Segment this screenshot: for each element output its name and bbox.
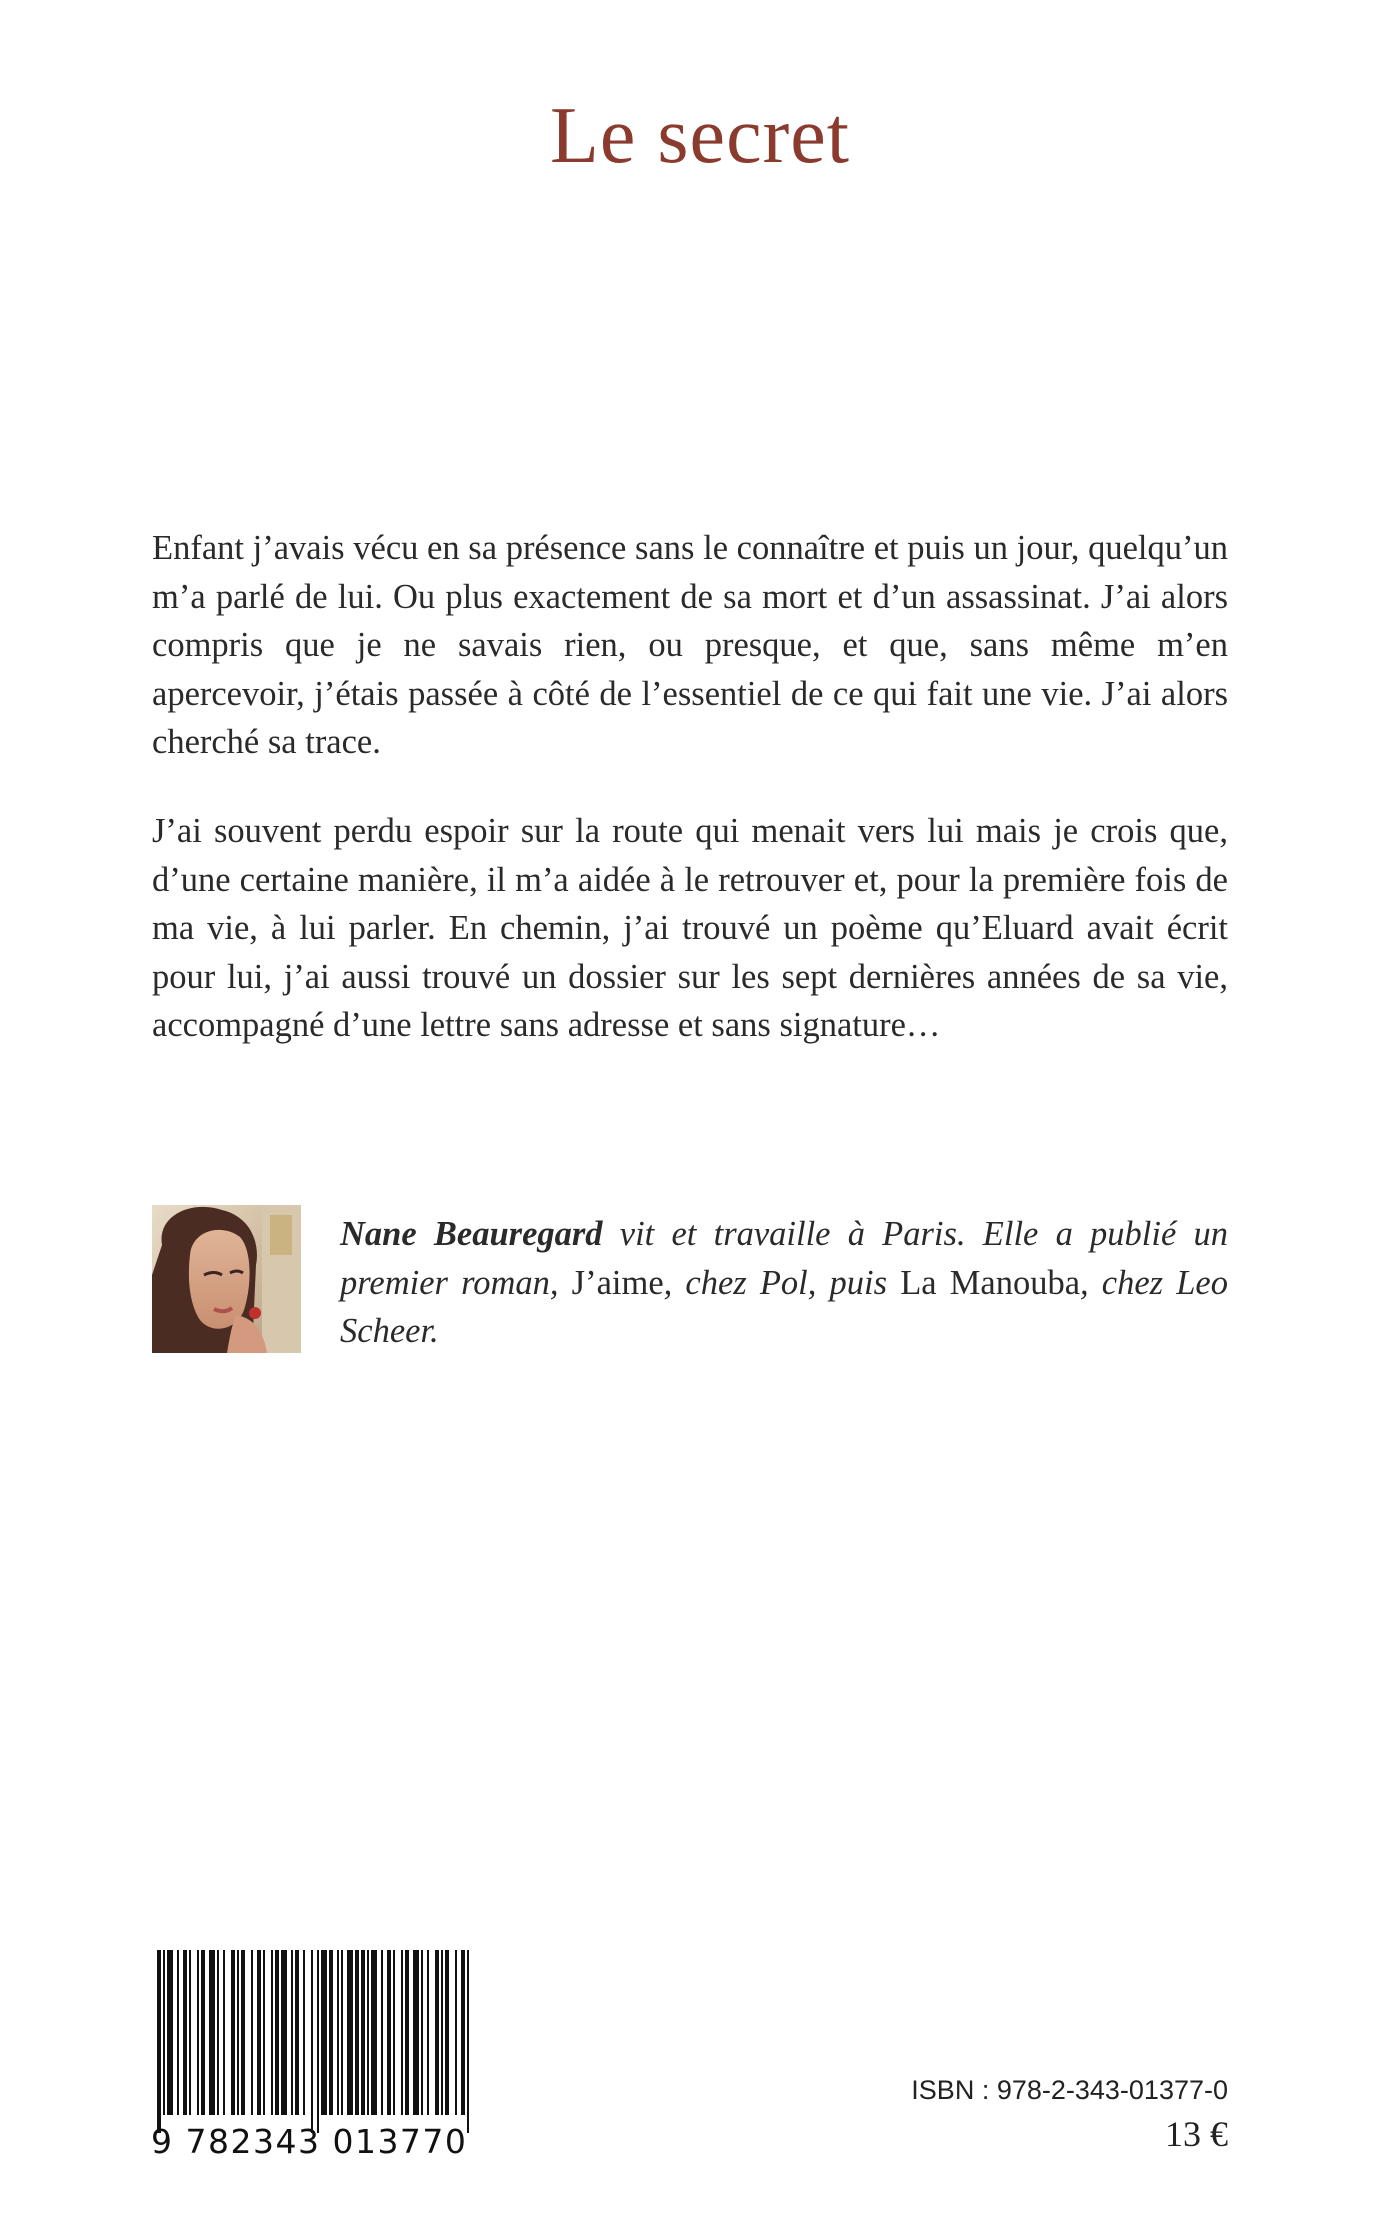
barcode-bar xyxy=(163,1950,165,2115)
barcode-bar xyxy=(435,1950,439,2115)
barcode-bar xyxy=(209,1950,215,2115)
barcode-bar xyxy=(223,1950,225,2115)
book-title: Le secret xyxy=(550,92,850,180)
barcode-bar xyxy=(183,1950,187,2115)
barcode-bar xyxy=(231,1950,235,2115)
barcode-bar xyxy=(341,1950,343,2115)
barcode-bar xyxy=(347,1950,353,2115)
barcode-bar xyxy=(167,1950,173,2115)
author-photo xyxy=(152,1205,301,1353)
barcode-bar xyxy=(311,1950,313,2133)
barcode-bar xyxy=(291,1950,293,2115)
barcode-bar xyxy=(467,1950,469,2133)
barcode-bar xyxy=(201,1950,205,2115)
barcode-bar xyxy=(455,1950,457,2115)
barcode-bar xyxy=(405,1950,409,2115)
barcode-bar xyxy=(413,1950,419,2115)
barcode-bar xyxy=(381,1950,383,2115)
barcode-bar xyxy=(197,1950,199,2115)
price-label: 13 € xyxy=(1165,2114,1228,2154)
barcode-bar xyxy=(461,1950,465,2115)
barcode-bar xyxy=(189,1950,191,2115)
author-name: Nane Beauregard xyxy=(340,1215,603,1253)
barcode-bar xyxy=(281,1950,287,2115)
barcode-bar xyxy=(257,1950,261,2115)
barcode-bar xyxy=(337,1950,339,2115)
barcode-bar xyxy=(317,1950,319,2133)
barcode-bar xyxy=(157,1950,161,2133)
barcode-bar xyxy=(275,1950,279,2115)
barcode-bar xyxy=(263,1950,265,2115)
barcode-digits: 9 782343 013770 xyxy=(151,2122,468,2161)
barcode xyxy=(151,1950,478,2140)
bio-text-3: , chez Leo Scheer. xyxy=(340,1263,1228,1350)
author-bio xyxy=(340,1210,1228,1356)
barcode-bar xyxy=(371,1950,377,2115)
barcode-bar xyxy=(393,1950,395,2115)
barcode-bar xyxy=(441,1950,443,2115)
barcode-bar xyxy=(177,1950,179,2115)
barcode-bar xyxy=(387,1950,391,2115)
barcode-bar xyxy=(321,1950,327,2115)
barcode-bar xyxy=(445,1950,449,2115)
barcode-bar xyxy=(401,1950,403,2115)
bio-book-1: J’aime xyxy=(571,1263,664,1302)
bio-text-2: , chez Pol, puis xyxy=(663,1263,901,1302)
blurb-paragraph-2: J’ai souvent perdu espoir sur la route qui menait vers lui mais je crois que, d’une certaine manière, il m’a aidée à le retrouver et, pour la première fois de ma vie, à lui parler. En chemin, j’ai trouvé un poème qu’Eluard avait écrit pour lui, j’ai aussi trouvé un dossier sur les sept dernières années de sa vie, accompagné d’une lettre sans adresse et sans signature… xyxy=(152,812,1228,1044)
barcode-bar xyxy=(361,1950,365,2115)
barcode-bar xyxy=(217,1950,219,2115)
bio-text-1: vit et travaille à Paris. Elle a publié un premier roman, xyxy=(340,1215,1228,1302)
barcode-bar xyxy=(427,1950,429,2115)
blurb-paragraph-1: Enfant j’avais vécu en sa présence sans le connaître et puis un jour, quelqu’un m’a parlé de lui. Ou plus exactement de sa mort et d’un assassinat. J’ai alors compris que je ne savais rien, ou presque, et que, sans même m’en apercevoir, j’étais passée à côté de l’essentiel de ce qui fait une vie. J’ai alors cherché sa trace. xyxy=(152,529,1228,761)
barcode-bar xyxy=(367,1950,369,2115)
barcode-bar xyxy=(303,1950,305,2115)
barcode-bar xyxy=(355,1950,359,2115)
barcode-bar xyxy=(421,1950,423,2115)
barcode-bar xyxy=(251,1950,253,2115)
isbn-label: ISBN : 978-2-343-01377-0 xyxy=(911,2075,1228,2105)
barcode-bar xyxy=(271,1950,273,2115)
barcode-bar xyxy=(237,1950,239,2115)
barcode-bar xyxy=(295,1950,299,2115)
barcode-bar xyxy=(329,1950,333,2115)
barcode-bar xyxy=(241,1950,245,2115)
bio-book-2: La Manouba xyxy=(900,1263,1081,1302)
